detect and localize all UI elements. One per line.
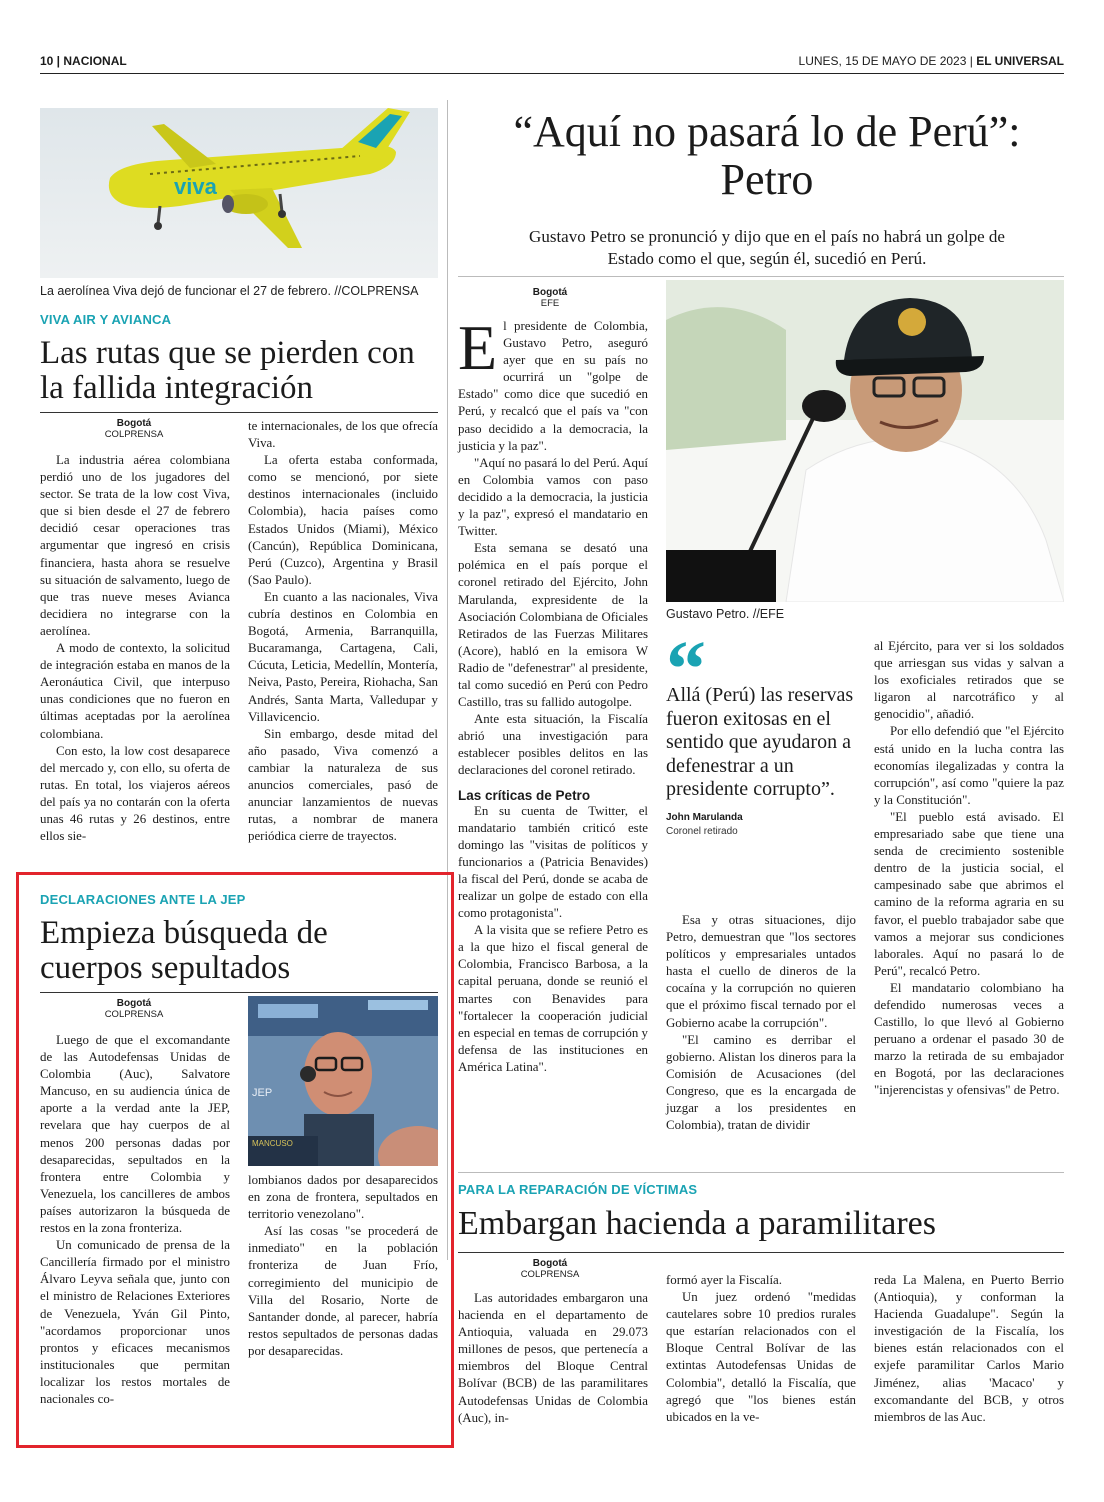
paragraph: El mandatario colombiano ha defendido numerosas veces a Castillo, lo que llevó al Gobierno peruano a ordenar el pasado 30 de marzo la retirada de su embajador en Bogotá, por las declaraciones "injerencistas y ofensivas" de Petro. bbox=[874, 980, 1064, 1098]
paragraph: A la visita que se refiere Petro es a la que hizo el fiscal general de Colombia, Francisco Barbosa, a la capital peruana, donde se reunió el martes con Benavides para "fortalecer la cooperación judicial en especial en temas de corrupción y defensa de las instituciones en América Latina". bbox=[458, 923, 648, 1074]
paragraph: reda La Malena, en Puerto Berrio (Antioquia), y conforman la Hacienda Guadalupe". Según la investigación de la Fiscalía, los bienes están relacionados con el exjefe paramilitar Carlos Mario Jiménez, alias 'Macaco' y excomandante del BCB, y otros miembros de las Auc. bbox=[874, 1273, 1064, 1424]
article4-column2 bbox=[666, 1272, 856, 1426]
paragraph: al Ejército, para ver si los soldados que arriesgan sus vidas y salvan a los exoficiales retirados que se ligaron al narcotráfico y al genocidio", añadió. bbox=[874, 639, 1064, 722]
article3-headline: “Aquí no pasará lo de Perú”: Petro bbox=[513, 107, 1021, 205]
drop-cap: E bbox=[458, 312, 498, 383]
quote-author-role: Coronel retirado bbox=[666, 826, 738, 837]
paragraph: "El camino es derribar el gobierno. Alistan los dineros para la Comisión de Acusaciones (del Congreso, que es la encargada de juzgar a los presidentes en Colombia), tratan de dividir bbox=[666, 1032, 856, 1133]
headline-rule bbox=[40, 412, 438, 413]
paragraph: Esta semana se desató una polémica en el país porque el coronel retirado del Ejército, John Marulanda, expresidente de la Asociación Colombiana de Oficiales Retirados de las Fuerzas Militares (Acore), habló en la emisora W Radio de "defenestrar" al presidente, tal como sucedió en Perú con Pedro Castillo, tras su fallido autogolpe. bbox=[458, 541, 648, 710]
quote-author: John Marulanda bbox=[666, 812, 743, 823]
paragraph: Sin embargo, desde mitad del año pasado, Viva comenzó a cambiar la naturaleza de sus anuncios comerciales, pasó de anunciar lanzamientos de nuevas rutas, a nombrar de manera periódica cierre de trayectos. bbox=[248, 726, 438, 844]
paragraph: Con esto, la low cost desaparece del mercado y, con ello, su oferta de rutas. En total, los viajeros aéreos del país ya no contarán con la oferta unas 46 rutas y 26 destinos, entre ellos sie- bbox=[40, 743, 230, 844]
article2-column2 bbox=[248, 1172, 438, 1360]
paragraph: Por ello defendió que "el Ejército está unido en la lucha contra las economías ilegalizadas y contra la corrupción", así como "quiere la paz y la Constitución". bbox=[874, 724, 1064, 807]
article3-column1 bbox=[458, 312, 648, 1076]
paragraph: te internacionales, de los que ofrecía Viva. bbox=[248, 419, 438, 451]
paragraph: "El pueblo está avisado. El empresariado sabe que tiene una senda de crecimiento sostenible dentro de la justicia social, el campesinado sabe que abrimos el camino de la reforma agraria en su favor, el pueblo trabajador sabe que vamos a mejorar sus condiciones laborales. Aquí no pasará lo de Perú", recalcó Petro. bbox=[874, 809, 1064, 978]
paper-name: EL UNIVERSAL bbox=[976, 54, 1064, 68]
article2-kicker: DECLARACIONES ANTE LA JEP bbox=[40, 892, 246, 907]
section-divider bbox=[458, 276, 1064, 277]
article1-column2 bbox=[248, 418, 438, 845]
screen-jep-text: JEP bbox=[252, 1087, 273, 1099]
paragraph: Luego de que el excomandante de las Autodefensas Unidas de Colombia (Auc), Salvatore Mancuso, en su audiencia única de aporte a la verdad ante la JEP, revelara que hay cuerpos de al menos 200 personas dadas por desaparecidas, sepultados en la frontera entre Colombia y Venezuela, los cancilleres de ambos países autorizaron la búsqueda de restos en la zona fronteriza. bbox=[40, 1033, 230, 1236]
paragraph: Las autoridades embargaron una hacienda en el departamento de Antioquia, valuada en 29.073 millones de pesos, que pertenecía a miembros del Bloque Central Bolívar (BCB) de las paramilitares Autodefensas Unidas de Colombia (Auc), in- bbox=[458, 1291, 648, 1425]
paragraph: lombianos dados por desaparecidos en zona de frontera, sepultados en territorio venezolano". bbox=[248, 1173, 438, 1222]
paragraph: Un comunicado de prensa de la Cancillería firmado por el ministro Álvaro Leyva señala que, junto con el ministro de Relaciones Exteriores de Venezuela, Yván Gil Pinto, "acordamos proporcionar unos prontos y eficaces mecanismos institucionales que permitan localizar los restos mortales de nacionales co- bbox=[40, 1238, 230, 1406]
article4-byline: Bogotá COLPRENSA bbox=[520, 1258, 580, 1280]
paragraph: A modo de contexto, la solicitud de integración estaba en manos de la Aeronáutica Civil, que interpuso unas condiciones que no fueron en últimas aceptadas por la aerolínea colombiana. bbox=[40, 641, 230, 741]
petro-caption: Gustavo Petro. //EFE bbox=[666, 607, 785, 621]
article1-kicker: VIVA AIR Y AVIANCA bbox=[40, 312, 172, 327]
airplane-photo bbox=[40, 108, 438, 278]
paragraph: En cuanto a las nacionales, Viva cubría destinos en Colombia en Bogotá, Armenia, Barranquilla, Bucaramanga, Cartagena, Cali, Cúcuta, Leticia, Medellín, Montería, Neiva, Pasto, Pereira, Riohacha, San Andrés, Santa Marta, Valledupar y Villavicencio. bbox=[248, 589, 438, 724]
article2-column1 bbox=[40, 1032, 230, 1408]
article3-column3 bbox=[874, 638, 1064, 1100]
section-divider-bottom bbox=[458, 1172, 1064, 1173]
article2-byline: Bogotá COLPRENSA bbox=[104, 998, 164, 1020]
article3-subhead: Las críticas de Petro bbox=[458, 787, 591, 803]
paragraph: La oferta estaba conformada, como se mencionó, por siete destinos internacionales (incluido Colombia), hacia países como Estados Unidos (Miami), México (Cancún), República Dominicana, Perú (Cuzco), Argentina y Brasil (Sao Paulo). bbox=[248, 453, 438, 587]
paragraph: La industria aérea colombiana perdió uno de los jugadores del sector. Se trata de la low cost Viva, que si bien desde el 27 de febrero decidió cesar operaciones tras argumentar que ingresó en crisis financiera, hasta ahora se resuelve su situación de salvamento, luego de que tras nueve meses Avianca decidiera no integrarse con la aerolínea. bbox=[40, 453, 230, 638]
quote-mark-icon: “ bbox=[666, 626, 700, 714]
pull-quote: Allá (Perú) las reservas fueron exitosas en el sentido que ayudaron a defenestrar a un presidente corrupto”. bbox=[666, 684, 854, 800]
svg-text:viva: viva bbox=[174, 174, 217, 199]
paragraph: "Aquí no pasará lo del Perú. Aquí en Colombia vamos con paso decidido a la democracia, la justicia y la paz", expresó el mandatario en Twitter. bbox=[458, 455, 648, 539]
article4-column3 bbox=[874, 1272, 1064, 1426]
paragraph: Ante esta situación, la Fiscalía abrió una investigación para establecer posibles delitos en las declaraciones del coronel retirado. bbox=[458, 712, 648, 778]
paragraph: Un juez ordenó "medidas cautelares sobre 10 predios rurales que estarían relacionados con el Bloque Central Bolívar de las extintas Autodefensas Unidas de Colombia", detalló la Fiscalía, que agregó que "los bienes están ubicados en la ve- bbox=[666, 1290, 856, 1424]
paragraph: El presidente de Colombia, Gustavo Petro, aseguró ayer que en su país no ocurrirá un "golpe de Estado" como dice que sucedió en Perú, y recalcó que el país va "con paso decidido a la democracia, la justicia y la paz". bbox=[458, 312, 648, 453]
article4-headline: Embargan hacienda a paramilitares bbox=[458, 1205, 936, 1242]
article3-column2 bbox=[666, 912, 856, 1134]
paragraph: Así las cosas "se procederá de inmediato" en la población fronteriza de Juan Frío, corregimiento del municipio de Villa del Rosario, Norte de Santander donde, al parecer, habría restos sepultados de personas dadas por desaparecidas. bbox=[248, 1224, 438, 1358]
mancuso-photo bbox=[248, 996, 438, 1166]
article4-column1 bbox=[458, 1290, 648, 1427]
article2-headline: Empieza búsqueda de cuerpos sepultados bbox=[40, 915, 328, 986]
portrait-icon bbox=[248, 996, 438, 1166]
paragraph: formó ayer la Fiscalía. bbox=[666, 1273, 782, 1287]
article1-byline: Bogotá COLPRENSA bbox=[104, 418, 164, 440]
page-date: LUNES, 15 DE MAYO DE 2023 | EL UNIVERSAL bbox=[798, 54, 1064, 68]
article1-column1 bbox=[40, 452, 230, 845]
article1-headline: Las rutas que se pierden con la fallida integración bbox=[40, 335, 415, 406]
article3-byline: Bogotá EFE bbox=[532, 287, 568, 309]
paragraph: Esa y otras situaciones, dijo Petro, demuestran que "los sectores políticos y empresariales untados hasta el cuello de dineros de la cocaína y la corrupción no quieren que el próximo fiscal ternado por el Gobierno acabe la corrupción". bbox=[666, 913, 856, 1030]
article3-dek: Gustavo Petro se pronunció y dijo que en el país no habrá un golpe de Estado como el que, según él, sucedió en Perú. bbox=[529, 227, 1005, 268]
petro-photo bbox=[666, 280, 1064, 602]
page-folio bbox=[40, 52, 1064, 74]
paragraph: En su cuenta de Twitter, el mandatario también criticó este domingo las "visitas de políticos y funcionarios a (Patricia Benavides) la fiscal del Perú, donde se acaba de realizar un golpe de estado con ella como protagonista". bbox=[458, 803, 648, 921]
page-section: 10 | NACIONAL bbox=[40, 54, 127, 68]
article4-kicker: PARA LA REPARACIÓN DE VÍCTIMAS bbox=[458, 1182, 698, 1197]
airplane-icon bbox=[40, 108, 438, 278]
speaker-icon bbox=[666, 280, 1064, 602]
screen-nameplate-text: MANCUSO bbox=[252, 1139, 293, 1148]
headline-rule bbox=[40, 992, 438, 993]
headline-rule bbox=[458, 1252, 1064, 1253]
airplane-caption: La aerolínea Viva dejó de funcionar el 27 de febrero. //COLPRENSA bbox=[40, 284, 419, 298]
